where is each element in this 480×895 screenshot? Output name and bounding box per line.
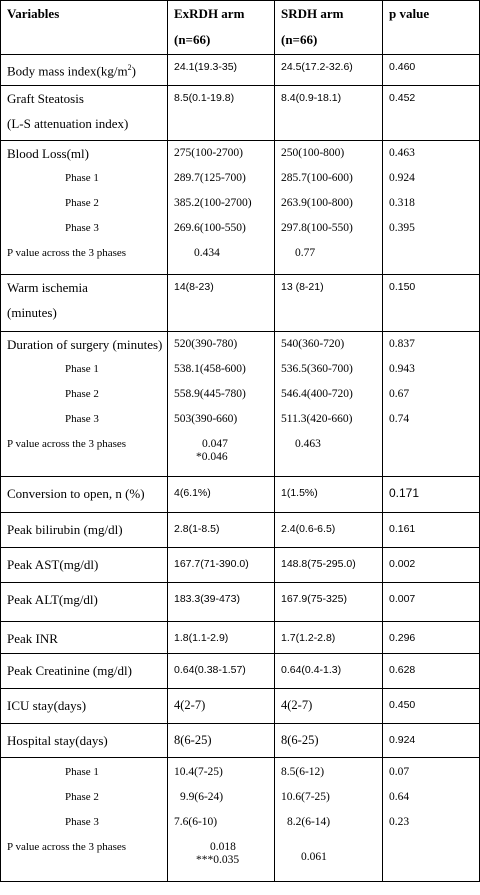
ast-exrdh: 167.7(71-390.0) <box>168 548 275 583</box>
steatosis-label-1: Graft Steatosis <box>7 91 84 106</box>
blood-loss-pvalue-phase1: 0.924 <box>389 172 415 184</box>
blood-loss-srdh-phase3: 297.8(100-550) <box>281 222 353 234</box>
duration-srdh-across: 0.463 <box>295 438 321 450</box>
warm-ischemia-pvalue: 0.150 <box>383 275 480 332</box>
header-srdh-label: SRDH arm <box>281 6 344 21</box>
header-variables: Variables <box>1 1 168 55</box>
duration-pvalue-overall: 0.837 <box>389 338 415 350</box>
blood-loss-across-label: P value across the 3 phases <box>7 247 127 259</box>
alt-label: Peak ALT(mg/dl) <box>1 583 168 622</box>
duration-across-label: P value across the 3 phases <box>7 438 127 450</box>
steatosis-pvalue: 0.452 <box>383 86 480 141</box>
hospital-exrdh-phase2: 9.9(6-24) <box>180 791 224 803</box>
header-pvalue: p value <box>383 1 480 55</box>
hospital-label: Hospital stay(days) <box>1 724 168 758</box>
duration-exrdh-phase2: 558.9(445-780) <box>174 388 246 400</box>
blood-loss-pvalue-phase2: 0.318 <box>389 197 415 209</box>
duration-label <box>1 332 168 477</box>
blood-loss-srdh-phase1: 285.7(100-600) <box>281 172 353 184</box>
blood-loss-exrdh-phase3: 269.6(100-550) <box>174 222 246 234</box>
hospital-pvalue-phase1: 0.07 <box>389 766 410 778</box>
warm-ischemia-label <box>1 275 168 332</box>
duration-pvalue-phase3: 0.74 <box>389 413 410 425</box>
bilirubin-srdh: 2.4(0.6-6.5) <box>275 513 383 548</box>
alt-exrdh: 183.3(39-473) <box>168 583 275 622</box>
table-row-duration <box>1 332 480 477</box>
table-row-alt <box>1 583 480 622</box>
blood-loss-pvalue <box>383 141 480 275</box>
hospital-pvalue: 0.924 <box>383 724 480 758</box>
alt-srdh: 167.9(75-325) <box>275 583 383 622</box>
header-srdh <box>275 1 383 55</box>
table-row-conversion <box>1 477 480 513</box>
blood-loss-srdh <box>275 141 383 275</box>
hospital-phase1-label: Phase 1 <box>65 766 99 778</box>
hospital-phases-exrdh <box>168 758 275 882</box>
warm-ischemia-exrdh: 14(8-23) <box>168 275 275 332</box>
duration-pvalue <box>383 332 480 477</box>
blood-loss-exrdh-overall: 275(100-2700) <box>174 147 243 159</box>
conversion-label: Conversion to open, n (%) <box>1 477 168 513</box>
duration-exrdh-phase1: 538.1(458-600) <box>174 363 246 375</box>
blood-loss-pvalue-phase3: 0.395 <box>389 222 415 234</box>
hospital-exrdh-across-2: ***0.035 <box>196 854 240 866</box>
warm-ischemia-srdh: 13 (8-21) <box>275 275 383 332</box>
hospital-srdh-phase3: 8.2(6-14) <box>287 816 331 828</box>
hospital-phases-label <box>1 758 168 882</box>
bmi-label-sup: 2 <box>127 63 132 72</box>
creatinine-srdh: 0.64(0.4-1.3) <box>275 654 383 689</box>
duration-phase2-label: Phase 2 <box>65 388 99 400</box>
blood-loss-exrdh-phase2: 385.2(100-2700) <box>174 197 252 209</box>
bilirubin-label: Peak bilirubin (mg/dl) <box>1 513 168 548</box>
header-exrdh-n: (n=66) <box>174 32 211 47</box>
blood-loss-phase1-label: Phase 1 <box>65 172 99 184</box>
hospital-srdh-phase1: 8.5(6-12) <box>281 766 325 778</box>
blood-loss-phase2-label: Phase 2 <box>65 197 99 209</box>
header-row <box>1 1 480 55</box>
duration-srdh-overall: 540(360-720) <box>281 338 345 350</box>
hospital-srdh: 8(6-25) <box>275 724 383 758</box>
blood-loss-srdh-phase2: 263.9(100-800) <box>281 197 353 209</box>
creatinine-pvalue: 0.628 <box>383 654 480 689</box>
steatosis-exrdh: 8.5(0.1-19.8) <box>168 86 275 141</box>
table-row-inr <box>1 622 480 654</box>
creatinine-label: Peak Creatinine (mg/dl) <box>1 654 168 689</box>
inr-exrdh: 1.8(1.1-2.9) <box>168 622 275 654</box>
duration-label-text: Duration of surgery (minutes) <box>7 337 163 352</box>
ast-pvalue: 0.002 <box>383 548 480 583</box>
table-row-blood-loss <box>1 141 480 275</box>
blood-loss-exrdh-phase1: 289.7(125-700) <box>174 172 246 184</box>
icu-srdh: 4(2-7) <box>275 689 383 724</box>
hospital-exrdh: 8(6-25) <box>168 724 275 758</box>
table-row-warm-ischemia <box>1 275 480 332</box>
hospital-pvalue-phase3: 0.23 <box>389 816 410 828</box>
bmi-srdh: 24.5(17.2-32.6) <box>275 55 383 86</box>
steatosis-srdh: 8.4(0.9-18.1) <box>275 86 383 141</box>
conversion-exrdh: 4(6.1%) <box>168 477 275 513</box>
table-row-steatosis <box>1 86 480 141</box>
hospital-srdh-across: 0.061 <box>301 851 327 863</box>
hospital-exrdh-phase1: 10.4(7-25) <box>174 766 223 778</box>
duration-phase3-label: Phase 3 <box>65 413 99 425</box>
warm-ischemia-label-2: (minutes) <box>7 305 57 320</box>
duration-exrdh <box>168 332 275 477</box>
blood-loss-exrdh <box>168 141 275 275</box>
hospital-phase2-label: Phase 2 <box>65 791 99 803</box>
table-row-hospital-phases <box>1 758 480 882</box>
duration-pvalue-phase1: 0.943 <box>389 363 415 375</box>
warm-ischemia-label-1: Warm ischemia <box>7 280 88 295</box>
bmi-label <box>1 55 168 86</box>
ast-srdh: 148.8(75-295.0) <box>275 548 383 583</box>
bmi-label-close: ) <box>131 63 136 79</box>
bmi-pvalue: 0.460 <box>383 55 480 86</box>
steatosis-label-2: (L-S attenuation index) <box>7 116 129 131</box>
hospital-exrdh-across-1: 0.018 <box>210 841 236 853</box>
table-row-ast <box>1 548 480 583</box>
blood-loss-label <box>1 141 168 275</box>
duration-srdh-phase3: 511.3(420-660) <box>281 413 353 425</box>
inr-label: Peak INR <box>1 622 168 654</box>
duration-srdh-phase1: 536.5(360-700) <box>281 363 353 375</box>
hospital-phase3-label: Phase 3 <box>65 816 99 828</box>
icu-pvalue: 0.450 <box>383 689 480 724</box>
header-exrdh <box>168 1 275 55</box>
duration-pvalue-phase2: 0.67 <box>389 388 410 400</box>
blood-loss-pvalue-overall: 0.463 <box>389 147 415 159</box>
header-srdh-n: (n=66) <box>281 32 318 47</box>
hospital-across-label: P value across the 3 phases <box>7 841 127 853</box>
duration-exrdh-across-1: 0.047 <box>202 438 228 450</box>
duration-exrdh-overall: 520(390-780) <box>174 338 238 350</box>
icu-label: ICU stay(days) <box>1 689 168 724</box>
table-row-creatinine <box>1 654 480 689</box>
conversion-srdh: 1(1.5%) <box>275 477 383 513</box>
duration-phase1-label: Phase 1 <box>65 363 99 375</box>
header-exrdh-label: ExRDH arm <box>174 6 245 21</box>
table-row-bilirubin <box>1 513 480 548</box>
creatinine-exrdh: 0.64(0.38-1.57) <box>168 654 275 689</box>
bmi-exrdh: 24.1(19.3-35) <box>168 55 275 86</box>
blood-loss-exrdh-across: 0.434 <box>194 247 220 259</box>
table-row-icu <box>1 689 480 724</box>
blood-loss-srdh-overall: 250(100-800) <box>281 147 345 159</box>
duration-exrdh-phase3: 503(390-660) <box>174 413 238 425</box>
icu-exrdh: 4(2-7) <box>168 689 275 724</box>
alt-pvalue: 0.007 <box>383 583 480 622</box>
hospital-phases-pvalue <box>383 758 480 882</box>
bilirubin-pvalue: 0.161 <box>383 513 480 548</box>
table-row-bmi <box>1 55 480 86</box>
hospital-srdh-phase2: 10.6(7-25) <box>281 791 330 803</box>
inr-srdh: 1.7(1.2-2.8) <box>275 622 383 654</box>
bilirubin-exrdh: 2.8(1-8.5) <box>168 513 275 548</box>
conversion-pvalue: 0.171 <box>383 477 480 513</box>
table-row-hospital <box>1 724 480 758</box>
inr-pvalue: 0.296 <box>383 622 480 654</box>
hospital-phases-srdh <box>275 758 383 882</box>
steatosis-label <box>1 86 168 141</box>
duration-exrdh-across-2: *0.046 <box>196 451 228 463</box>
blood-loss-phase3-label: Phase 3 <box>65 222 99 234</box>
blood-loss-label-text: Blood Loss(ml) <box>7 146 89 161</box>
duration-srdh <box>275 332 383 477</box>
hospital-pvalue-phase2: 0.64 <box>389 791 410 803</box>
duration-srdh-phase2: 546.4(400-720) <box>281 388 353 400</box>
hospital-exrdh-phase3: 7.6(6-10) <box>174 816 218 828</box>
ast-label: Peak AST(mg/dl) <box>1 548 168 583</box>
blood-loss-srdh-across: 0.77 <box>295 247 316 259</box>
bmi-label-text: Body mass index(kg/m <box>7 63 128 79</box>
